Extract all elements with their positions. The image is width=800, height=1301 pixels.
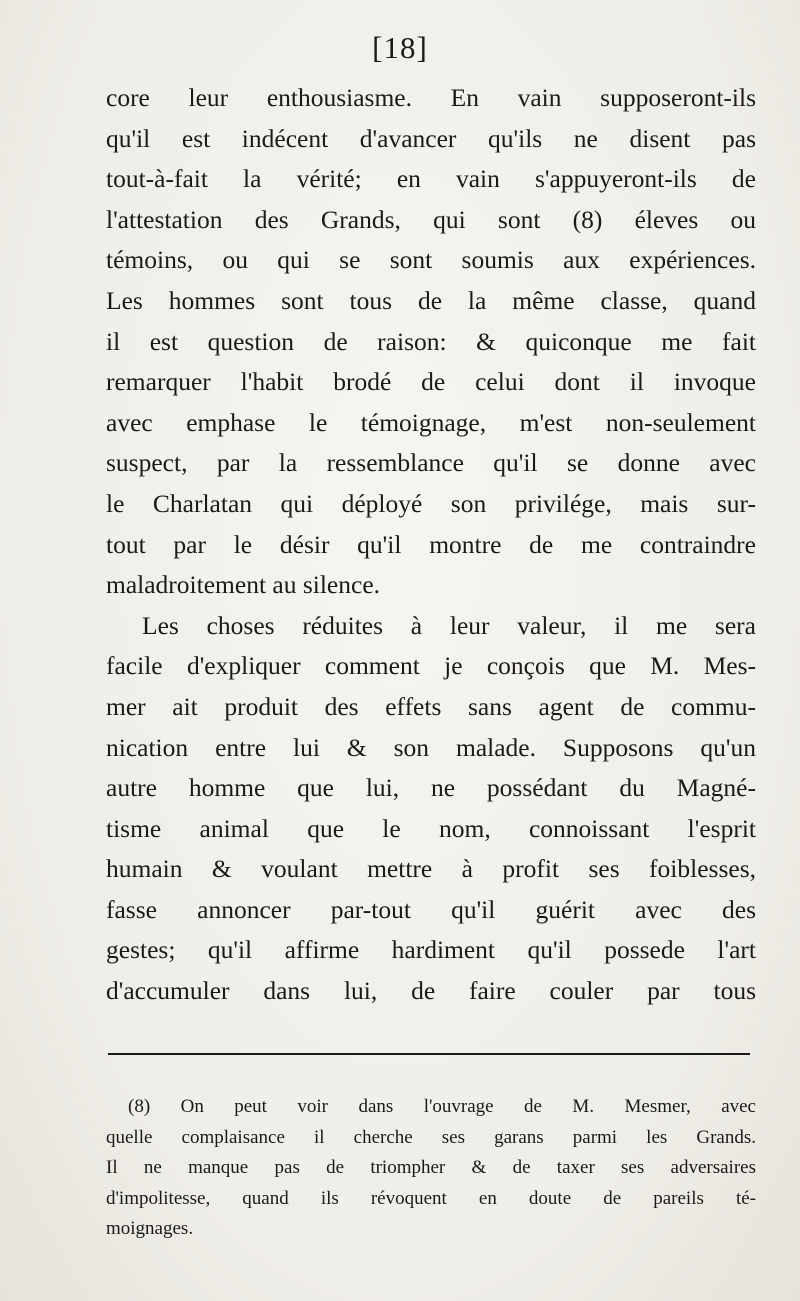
text-line: suspect, par la ressemblance qu'il se donne avec <box>106 448 756 478</box>
text-line: core leur enthousiasme. En vain supposeront-ils <box>106 83 756 112</box>
text-line: Les hommes sont tous de la même classe, quand <box>106 285 756 315</box>
footnote-line: Il ne manque pas de triompher & de taxer ses adversaires <box>106 1157 756 1178</box>
footnote-line: moignages. <box>106 1218 194 1239</box>
text-line: qu'il est indécent d'avancer qu'ils ne disent pas <box>106 123 756 153</box>
paragraph-start-line: Les choses réduites à leur valeur, il me sera <box>142 610 756 640</box>
paragraph-end-line: maladroitement au silence. <box>106 570 381 600</box>
text-line: l'attestation des Grands, qui sont (8) éleves ou <box>106 204 756 234</box>
footnote-line: d'impolitesse, quand ils révoquent en doute de pareils té- <box>106 1187 756 1209</box>
text-line: gestes; qu'il affirme hardiment qu'il possede l'art <box>106 935 756 965</box>
footnote-line: (8) On peut voir dans l'ouvrage de M. Mesmer, avec <box>128 1096 756 1117</box>
text-line: tout-à-fait la vérité; en vain s'appuyeront-ils de <box>106 164 756 194</box>
text-line: tout par le désir qu'il montre de me contraindre <box>106 529 756 559</box>
page-number: [18] <box>372 30 428 65</box>
text-line: humain & voulant mettre à profit ses foiblesses, <box>106 854 756 884</box>
text-line: fasse annoncer par-tout qu'il guérit avec des <box>106 894 756 924</box>
text-line: remarquer l'habit brodé de celui dont il invoque <box>106 367 756 397</box>
footnote-line: quelle complaisance il cherche ses garans parmi les Grands. <box>106 1126 756 1148</box>
text-line: il est question de raison: & quiconque me fait <box>106 326 756 356</box>
text-line: mer ait produit des effets sans agent de commu- <box>106 691 756 721</box>
main-text <box>106 78 756 1012</box>
text-line: facile d'expliquer comment je conçois que M. Mes- <box>106 651 756 681</box>
text-line: tisme animal que le nom, connoissant l'esprit <box>106 813 756 843</box>
text-line: nication entre lui & son malade. Supposons qu'un <box>106 732 756 762</box>
footnote <box>106 1092 756 1245</box>
text-line: avec emphase le témoignage, m'est non-seulement <box>106 407 756 437</box>
text-line: témoins, ou qui se sont soumis aux expériences. <box>106 245 756 275</box>
footnote-divider <box>108 1053 750 1055</box>
text-line: autre homme que lui, ne possédant du Magné- <box>106 773 756 803</box>
text-line: le Charlatan qui déployé son privilége, mais sur- <box>106 488 756 518</box>
text-line: d'accumuler dans lui, de faire couler par tous <box>106 976 756 1006</box>
